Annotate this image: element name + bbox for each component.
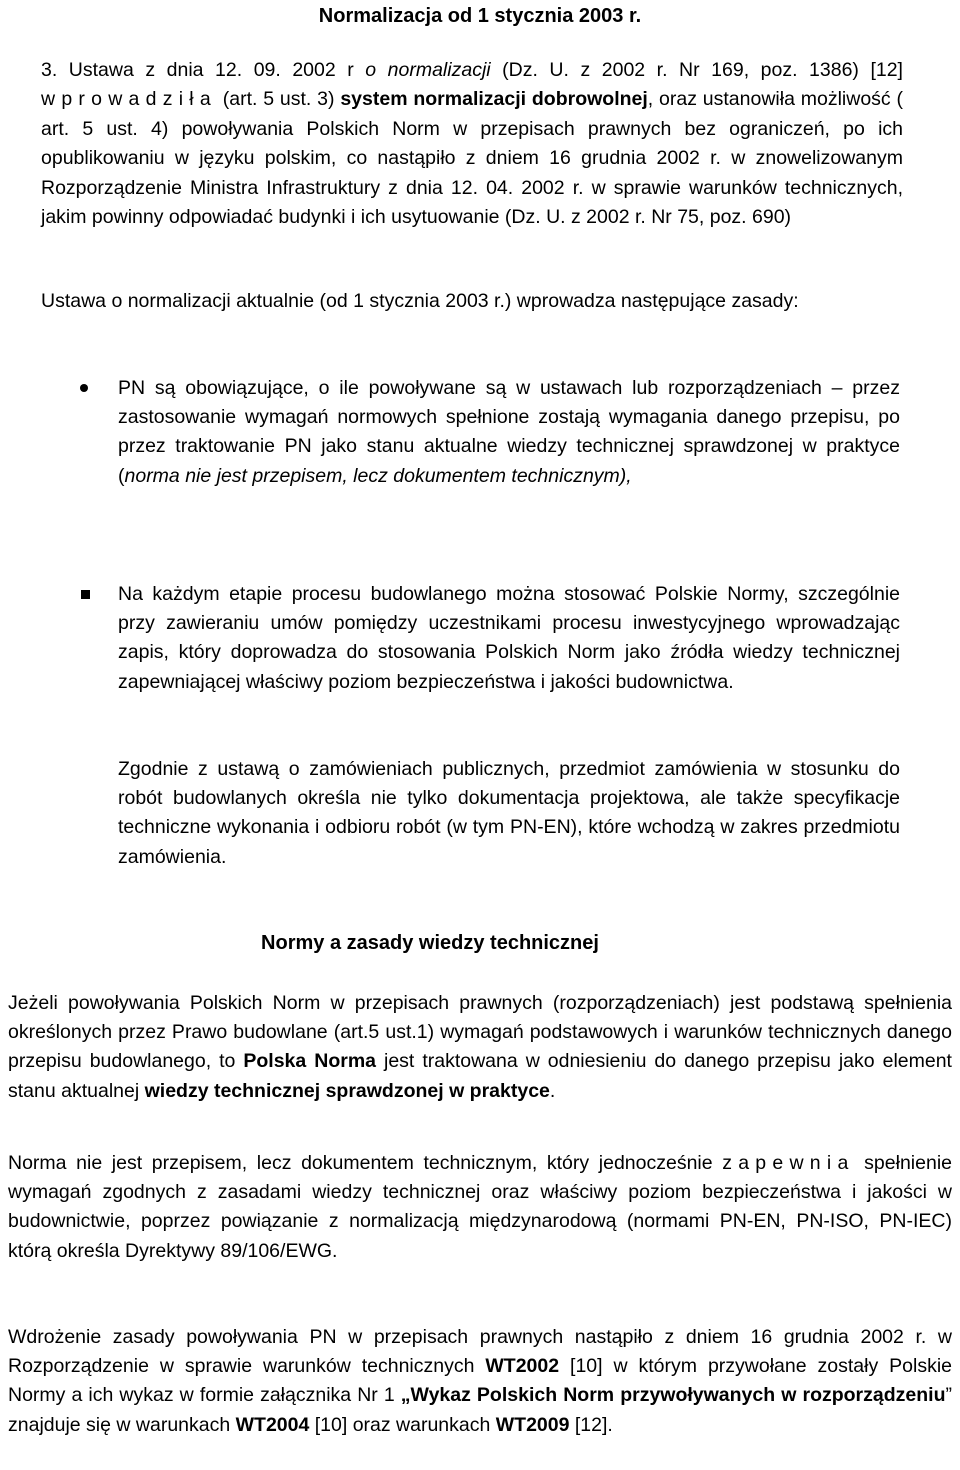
section-3-conclusion: Ustawa o normalizacji aktualnie (od 1 stycznia 2003 r.) wprowadza następujące zasady: xyxy=(41,290,799,312)
spaced-text: zapewnia xyxy=(722,1152,855,1174)
text-run: Wdrożenie zasady powoływania PN w przepisach prawnych nastąpiło z dniem 16 grudnia 2002 r. w Rozporządzenie w sprawie warunków technicznych xyxy=(8,1326,952,1378)
spaced-text: wprowadziła xyxy=(41,88,217,111)
bold-text: WT2002 xyxy=(485,1355,560,1378)
text-run: 3. Ustawa z dnia 12. 09. 2002 r xyxy=(41,59,366,81)
text-run: (Dz. U. z 2002 r. Nr 169, poz. 1386) [12] xyxy=(502,59,903,81)
text-run: [12]. xyxy=(569,1413,613,1436)
bold-text: system normalizacji dobrowolnej xyxy=(340,88,648,111)
text-run: (art. 5 ust. 3) xyxy=(216,88,341,111)
section-3-paragraph xyxy=(41,56,903,232)
text-run: ” znajduje się w warunkach xyxy=(8,1384,952,1436)
text-run: spełnienie wymagań zgodnych z zasadami wiedzy technicznej oraz właściwy poziom bezpieczeństwa i jakości w budownictwie, poprzez powiązanie z normalizacją międzynarodową (normami PN-EN, PN-ISO, PN-IEC) którą określa Dyrektywy 89/106/EWG. xyxy=(8,1152,952,1262)
text-run: . xyxy=(549,1079,556,1102)
text-run: Norma nie jest przepisem, lecz dokumentem technicznym, który jednocześnie xyxy=(8,1152,723,1174)
bold-text: „Wykaz Polskich Norm przywoływanych w rozporządzeniu xyxy=(400,1384,946,1407)
bold-text: WT2009 xyxy=(495,1413,570,1436)
bullet-dot-icon xyxy=(80,384,88,392)
paragraph-2 xyxy=(8,1149,952,1266)
text-run: [10] oraz warunkach xyxy=(309,1413,496,1436)
section-heading: Normy a zasady wiedzy technicznej xyxy=(261,932,599,954)
italic-text: o normalizacji xyxy=(365,59,503,81)
text-run: , oraz ustanowiła możliwość ( art. 5 ust. 4) powoływania Polskich Norm w przepisach prawnych bez ograniczeń, po ich opublikowaniu w języku polskim, co nastąpiło z dniem 16 grudnia 2002 r. w znowelizowanym Rozporządzenie Ministra Infrastruktury z dnia 12. 04. 2002 r. w sprawie warunków technicznych, jakim powinny odpowiadać budynki i ich usytuowanie (Dz. U. z 2002 r. Nr 75, poz. 690) xyxy=(41,88,903,229)
text-run: jest traktowana w odniesieniu do danego przepisu jako element stanu aktualnej xyxy=(8,1050,952,1102)
bold-text: wiedzy technicznej sprawdzonej w praktyce xyxy=(144,1079,550,1102)
paragraph-1 xyxy=(8,989,952,1106)
bold-text: Polska Norma xyxy=(243,1050,376,1073)
bullet-square-icon xyxy=(81,590,90,599)
bold-text: WT2004 xyxy=(235,1413,310,1436)
text-run: Jeżeli powoływania Polskich Norm w przepisach prawnych (rozporządzeniach) jest podstawą spełnienia określonych przez Prawo budowlane (art.5 ust.1) wymagań podstawowych i warunków technicznych danego przepisu budowlanego, to xyxy=(8,992,952,1073)
bullet-item-2-continuation: Zgodnie z ustawą o zamówieniach publicznych, przedmiot zamówienia w stosunku do robót budowlanych określa nie tylko dokumentacja projektowa, ale także specyfikacje techniczne wykonania i odbioru robót (w tym PN-EN), które wchodzą w zakres przedmiotu zamówienia. xyxy=(118,758,900,868)
paragraph-3 xyxy=(8,1323,952,1440)
document-title: Normalizacja od 1 stycznia 2003 r. xyxy=(318,5,642,27)
text-run: [10] w którym przywołane zostały Polskie Normy a ich wykaz w formie załącznika Nr 1 xyxy=(8,1355,952,1407)
text-run: PN są obowiązujące, o ile powoływane są w ustawach lub rozporządzeniach – przez zastosowanie wymagań normowych spełnione zostają wymagania danego przepisu, po przez traktowanie PN jako stanu aktualne wiedzy technicznej sprawdzonej w praktyce ( xyxy=(118,377,900,487)
bullet-item-1 xyxy=(118,374,900,491)
italic-text: norma nie jest przepisem, lecz dokumentem technicznym), xyxy=(124,464,632,487)
bullet-item-2: Na każdym etapie procesu budowlanego można stosować Polskie Normy, szczególnie przy zawieraniu umów pomiędzy uczestnikami procesu inwestycyjnego wprowadzając zapis, który doprowadza do stosowania Polskich Norm jako źródła wiedzy technicznej zapewniającej właściwy poziom bezpieczeństwa i jakości budownictwa. xyxy=(118,583,900,693)
